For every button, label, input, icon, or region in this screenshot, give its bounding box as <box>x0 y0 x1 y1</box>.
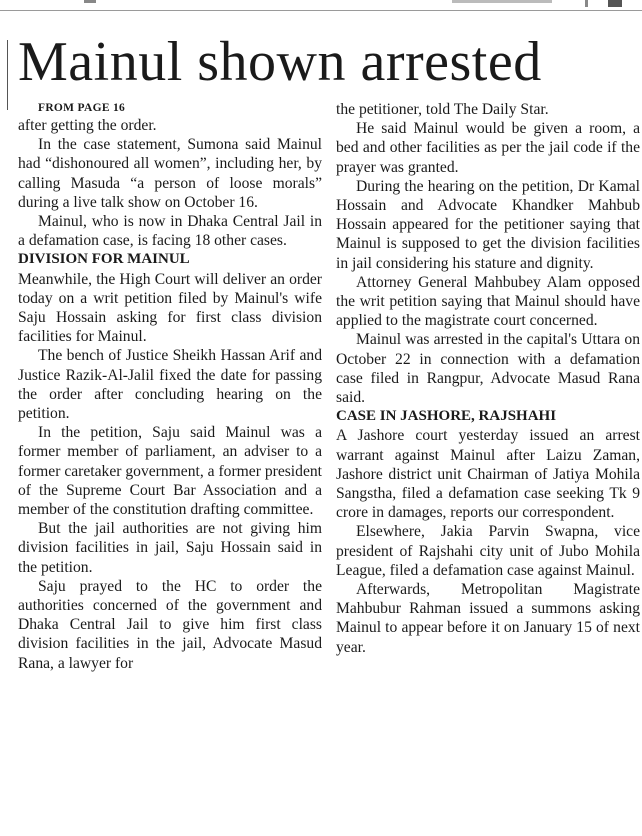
paragraph: Mainul was arrested in the capital's Uttara on October 22 in connection with a defamation case filed in Rangpur, Advocate Masud Rana said. <box>336 331 640 407</box>
paragraph: Meanwhile, the High Court will deliver an order today on a writ petition filed by Mainul's wife Saju Hossain asking for first class division facilities for Mainul. <box>18 270 322 346</box>
paragraph: after getting the order. <box>18 117 157 134</box>
paragraph: Saju prayed to the HC to order the authorities concerned of the government and Dhaka Central Jail to give him first class division facilities in the jail, Advocate Masud Rana, a lawyer for <box>18 577 322 672</box>
paragraph: Elsewhere, Jakia Parvin Swapna, vice president of Rajshahi city unit of Jubo Mohila League, filed a defamation case against Mainul. <box>336 523 640 579</box>
subheading: DIVISION FOR MAINUL <box>18 251 190 268</box>
paragraph: The bench of Justice Sheikh Hassan Arif and Justice Razik-Al-Jalil fixed the date for passing the order after concluding hearing on the petition. <box>18 347 322 423</box>
continued-from-label: FROM PAGE 16 <box>38 102 126 114</box>
top-strip-fragment <box>84 0 96 3</box>
paragraph: In the case statement, Sumona said Mainul had “dishonoured all women”, including her, by calling Masuda “a person of loose morals” during a live talk show on October 16. <box>18 136 322 211</box>
paragraph: A Jashore court yesterday issued an arrest warrant against Mainul after Laizu Zaman, Jashore district unit Chairman of Jatiya Mohila Sangstha, filed a defamation case seeking Tk 9 crore in damages, reports our correspondent. <box>336 427 640 522</box>
paragraph: Afterwards, Metropolitan Magistrate Mahbubur Rahman issued a summons asking Mainul to appear before it on January 15 of next year. <box>336 581 640 656</box>
paragraph: In the petition, Saju said Mainul was a former member of parliament, an adviser to a former caretaker government, a former president of the Supreme Court Bar Association and a member of the constitution drafting committee. <box>18 424 322 519</box>
top-strip-fragment <box>608 0 622 7</box>
paragraph: During the hearing on the petition, Dr Kamal Hossain and Advocate Khandker Mahbub Hossain appeared for the petitioner saying that Mainul is supposed to get the division facilities in jail considering his stature and dignity. <box>336 177 640 272</box>
right-column <box>336 100 640 657</box>
headline: Mainul shown arrested <box>18 31 542 93</box>
paragraph: the petitioner, told The Daily Star. <box>336 101 549 118</box>
subheading: CASE IN JASHORE, RAJSHAHI <box>336 408 557 425</box>
page-top-strip <box>0 0 642 11</box>
left-column-rule <box>7 40 8 110</box>
left-column <box>18 100 322 673</box>
paragraph: Attorney General Mahbubey Alam opposed the writ petition saying that Mainul should have applied to the magistrate court concerned. <box>336 273 640 330</box>
top-strip-fragment <box>585 0 588 7</box>
paragraph: Mainul, who is now in Dhaka Central Jail in a defamation case, is facing 18 other cases. <box>18 213 322 250</box>
top-strip-fragment <box>452 0 552 3</box>
paragraph: But the jail authorities are not giving him division facilities in jail, Saju Hossain said in the petition. <box>18 520 322 576</box>
paragraph: He said Mainul would be given a room, a bed and other facilities as per the jail code if the prayer was granted. <box>336 120 640 176</box>
